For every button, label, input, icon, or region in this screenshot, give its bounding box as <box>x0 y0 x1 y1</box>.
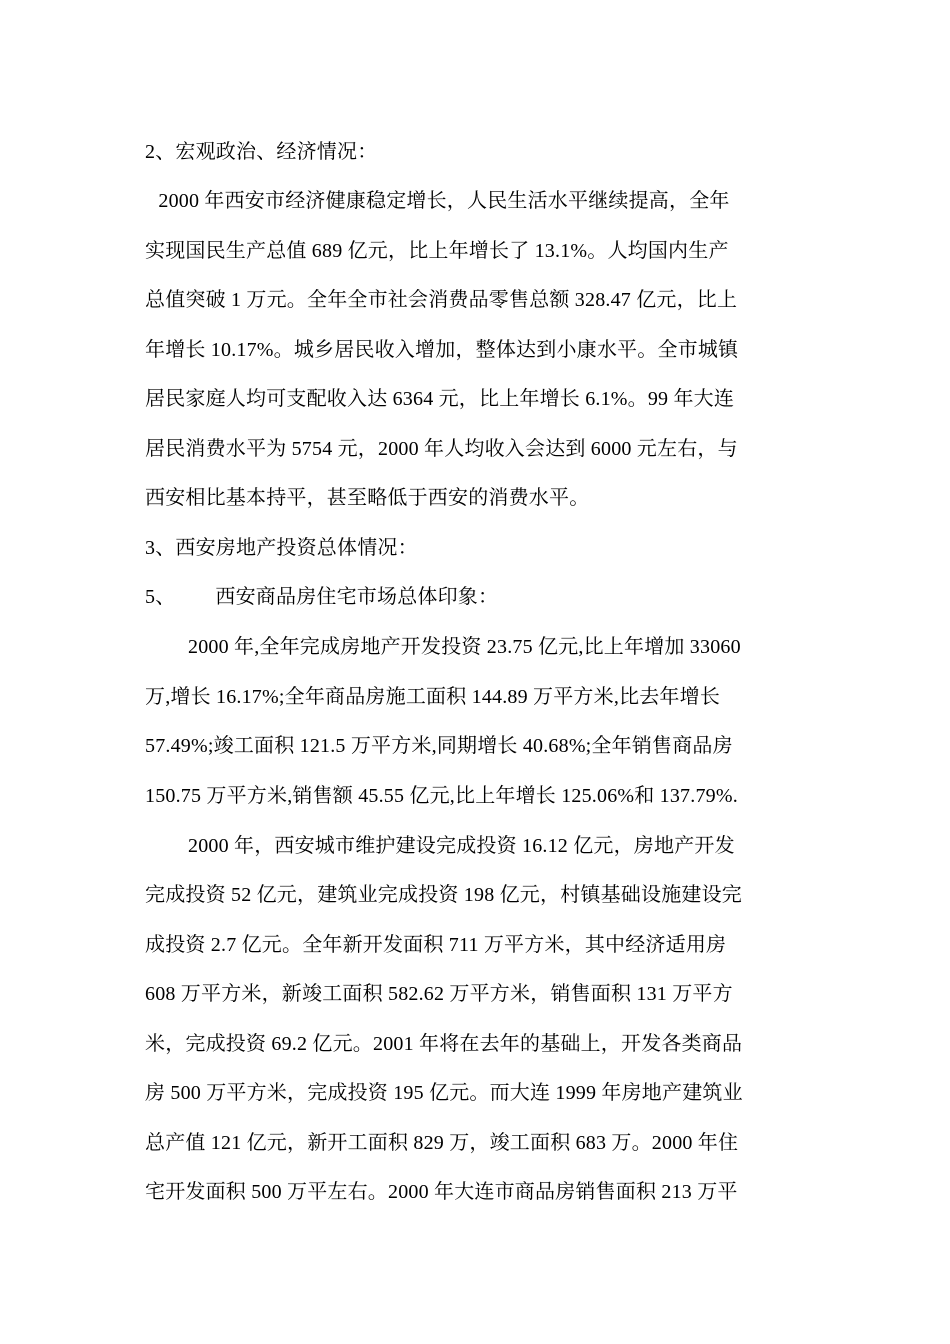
section-heading-macro: 2、宏观政治、经济情况： <box>145 141 378 163</box>
paragraph-line: 2000 年西安市经济健康稳定增长，人民生活水平继续提高，全年 <box>148 190 730 212</box>
paragraph-line: 居民家庭人均可支配收入达 6364 元，比上年增长 6.1%。99 年大连 <box>145 388 735 410</box>
paragraph-line: 西安相比基本持平，甚至略低于西安的消费水平。 <box>145 487 590 509</box>
paragraph-line: 2000 年，西安城市维护建设完成投资 16.12 亿元，房地产开发 <box>188 835 735 857</box>
paragraph-line: 完成投资 52 亿元，建筑业完成投资 198 亿元，村镇基础设施建设完 <box>145 884 742 906</box>
paragraph-line: 总产值 121 亿元，新开工面积 829 万，竣工面积 683 万。2000 年住 <box>145 1132 739 1154</box>
paragraph-line: 房 500 万平方米，完成投资 195 亿元。而大连 1999 年房地产建筑业 <box>145 1082 743 1104</box>
section-heading-market-number <box>145 582 815 612</box>
paragraph-line: 总值突破 1 万元。全年全市社会消费品零售总额 328.47 亿元，比上 <box>145 289 738 311</box>
paragraph-line: 万,增长 16.17%;全年商品房施工面积 144.89 万平方米,比去年增长 <box>145 686 721 708</box>
paragraph-line: 608 万平方米，新竣工面积 582.62 万平方米，销售面积 131 万平方 <box>145 983 733 1005</box>
paragraph-line: 宅开发面积 500 万平左右。2000 年大连市商品房销售面积 213 万平 <box>145 1181 738 1203</box>
paragraph-line: 米，完成投资 69.2 亿元。2001 年将在去年的基础上，开发各类商品 <box>145 1033 743 1055</box>
paragraph-line: 57.49%;竣工面积 121.5 万平方米,同期增长 40.68%;全年销售商品房 <box>145 735 733 757</box>
paragraph-line: 150.75 万平方米,销售额 45.55 亿元,比上年增长 125.06%和 137.79%. <box>145 785 738 807</box>
section-heading-market: 西安商品房住宅市场总体印象： <box>215 586 499 608</box>
paragraph-line: 年增长 10.17%。城乡居民收入增加，整体达到小康水平。全市城镇 <box>145 339 739 361</box>
paragraph-line: 居民消费水平为 5754 元，2000 年人均收入会达到 6000 元左右，与 <box>145 438 738 460</box>
paragraph-line: 成投资 2.7 亿元。全年新开发面积 711 万平方米，其中经济适用房 <box>145 934 727 956</box>
section-heading-investment: 3、西安房地产投资总体情况： <box>145 537 418 559</box>
paragraph-line: 2000 年,全年完成房地产开发投资 23.75 亿元,比上年增加 33060 <box>188 636 741 658</box>
paragraph-line: 实现国民生产总值 689 亿元，比上年增长了 13.1%。人均国内生产 <box>145 240 729 262</box>
section-number: 5、 <box>145 586 176 608</box>
